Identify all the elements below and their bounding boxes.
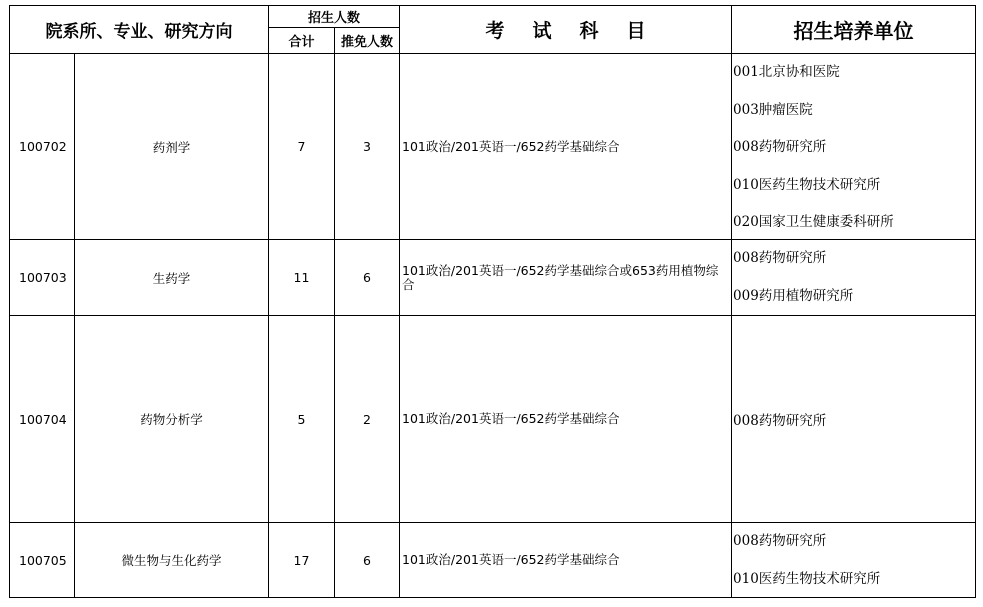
header-total: 合计: [269, 28, 335, 54]
row-total: 5: [269, 316, 335, 523]
table-row: [10, 54, 976, 240]
unit-item: 003肿瘤医院: [733, 101, 813, 118]
row-exam: 101政治/201英语一/652药学基础综合: [400, 523, 732, 598]
row-exempt: 6: [335, 240, 400, 316]
row-exempt: 6: [335, 523, 400, 598]
table-row: [10, 240, 976, 316]
unit-item: 010医药生物技术研究所: [733, 176, 881, 193]
row-exempt: 2: [335, 316, 400, 523]
header-enrollment: 招生人数: [269, 6, 400, 28]
row-code: 100703: [10, 240, 75, 316]
table-row: [10, 523, 976, 598]
row-units: [732, 316, 976, 523]
enrollment-table-container: [9, 5, 975, 601]
enrollment-table: [9, 5, 976, 598]
header-dept-major: 院系所、专业、研究方向: [10, 6, 269, 54]
row-exam: 101政治/201英语一/652药学基础综合或653药用植物综合: [400, 240, 732, 316]
row-code: 100705: [10, 523, 75, 598]
row-units: [732, 240, 976, 316]
unit-item: 008药物研究所: [733, 250, 827, 266]
row-total: 7: [269, 54, 335, 240]
table-row: [10, 316, 976, 523]
row-exempt: 3: [335, 54, 400, 240]
row-units: [732, 523, 976, 598]
unit-item: 008药物研究所: [733, 413, 827, 429]
unit-item: 001北京协和医院: [733, 64, 840, 80]
unit-item: 009药用植物研究所: [733, 287, 854, 304]
row-total: 17: [269, 523, 335, 598]
row-major-name: 生药学: [75, 240, 269, 316]
unit-item: 008药物研究所: [733, 139, 827, 155]
row-exam: 101政治/201英语一/652药学基础综合: [400, 54, 732, 240]
row-major-name: 微生物与生化药学: [75, 523, 269, 598]
row-exam: 101政治/201英语一/652药学基础综合: [400, 316, 732, 523]
unit-item: 008药物研究所: [733, 533, 827, 549]
unit-item: 020国家卫生健康委科研所: [733, 214, 894, 230]
row-major-name: 药剂学: [75, 54, 269, 240]
row-units: [732, 54, 976, 240]
row-code: 100704: [10, 316, 75, 523]
header-training-units: 招生培养单位: [732, 6, 976, 54]
header-exempt: 推免人数: [335, 28, 400, 54]
row-total: 11: [269, 240, 335, 316]
row-code: 100702: [10, 54, 75, 240]
unit-item: 010医药生物技术研究所: [733, 570, 881, 587]
header-exam-subjects: 考试科目: [400, 6, 732, 54]
row-major-name: 药物分析学: [75, 316, 269, 523]
